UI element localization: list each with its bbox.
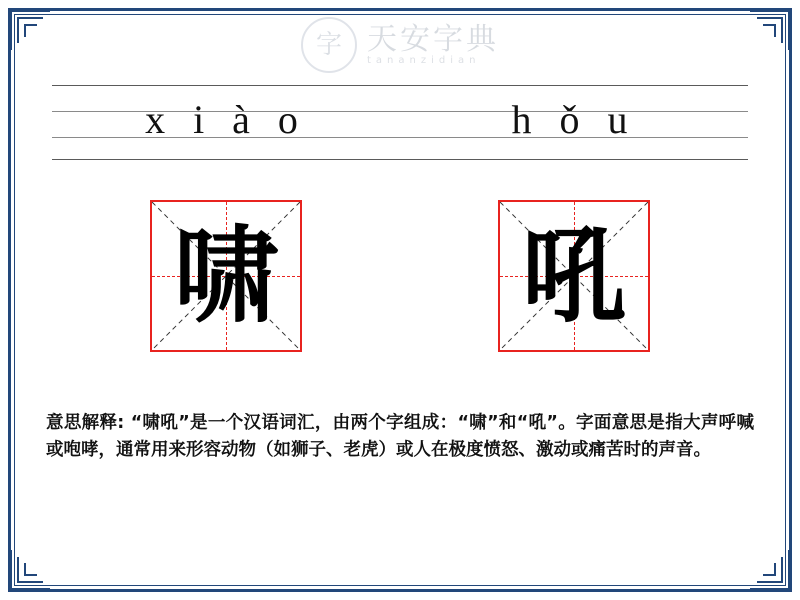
corner-ornament-bottom-left bbox=[10, 546, 54, 590]
explanation-label: 意思解释: bbox=[46, 413, 125, 433]
character-grid-row bbox=[52, 200, 748, 365]
brand-subtitle: tananzidian bbox=[367, 55, 481, 67]
character-cell-1 bbox=[52, 200, 400, 352]
explanation-block bbox=[46, 410, 754, 464]
character-glyph-2: 吼 bbox=[521, 215, 626, 337]
pinyin-row bbox=[52, 85, 748, 159]
brand-logo-glyph: 字 bbox=[315, 30, 342, 60]
staff-line-4 bbox=[52, 159, 748, 160]
brand-watermark bbox=[0, 16, 800, 74]
pinyin-syllable-1: x i à o bbox=[145, 97, 307, 142]
pinyin-staff bbox=[52, 85, 748, 163]
brand-text bbox=[367, 21, 499, 67]
tianzige-grid-2 bbox=[498, 200, 650, 352]
corner-ornament-bottom-right bbox=[746, 546, 790, 590]
explanation-text: “啸吼”是一个汉语词汇，由两个字组成：“啸”和“吼”。字面意思是指大声呼喊或咆哮，通常用来形容动物（如狮子、老虎）或人在极度愤怒、激动或痛苦时的声音。 bbox=[46, 413, 754, 461]
seal-logo-icon bbox=[301, 17, 357, 73]
tianzige-grid-1 bbox=[150, 200, 302, 352]
brand-title: 天安字典 bbox=[367, 21, 499, 57]
pinyin-syllable-2: h ǒ u bbox=[511, 97, 637, 142]
character-cell-2 bbox=[400, 200, 748, 352]
character-glyph-1: 啸 bbox=[173, 215, 278, 337]
